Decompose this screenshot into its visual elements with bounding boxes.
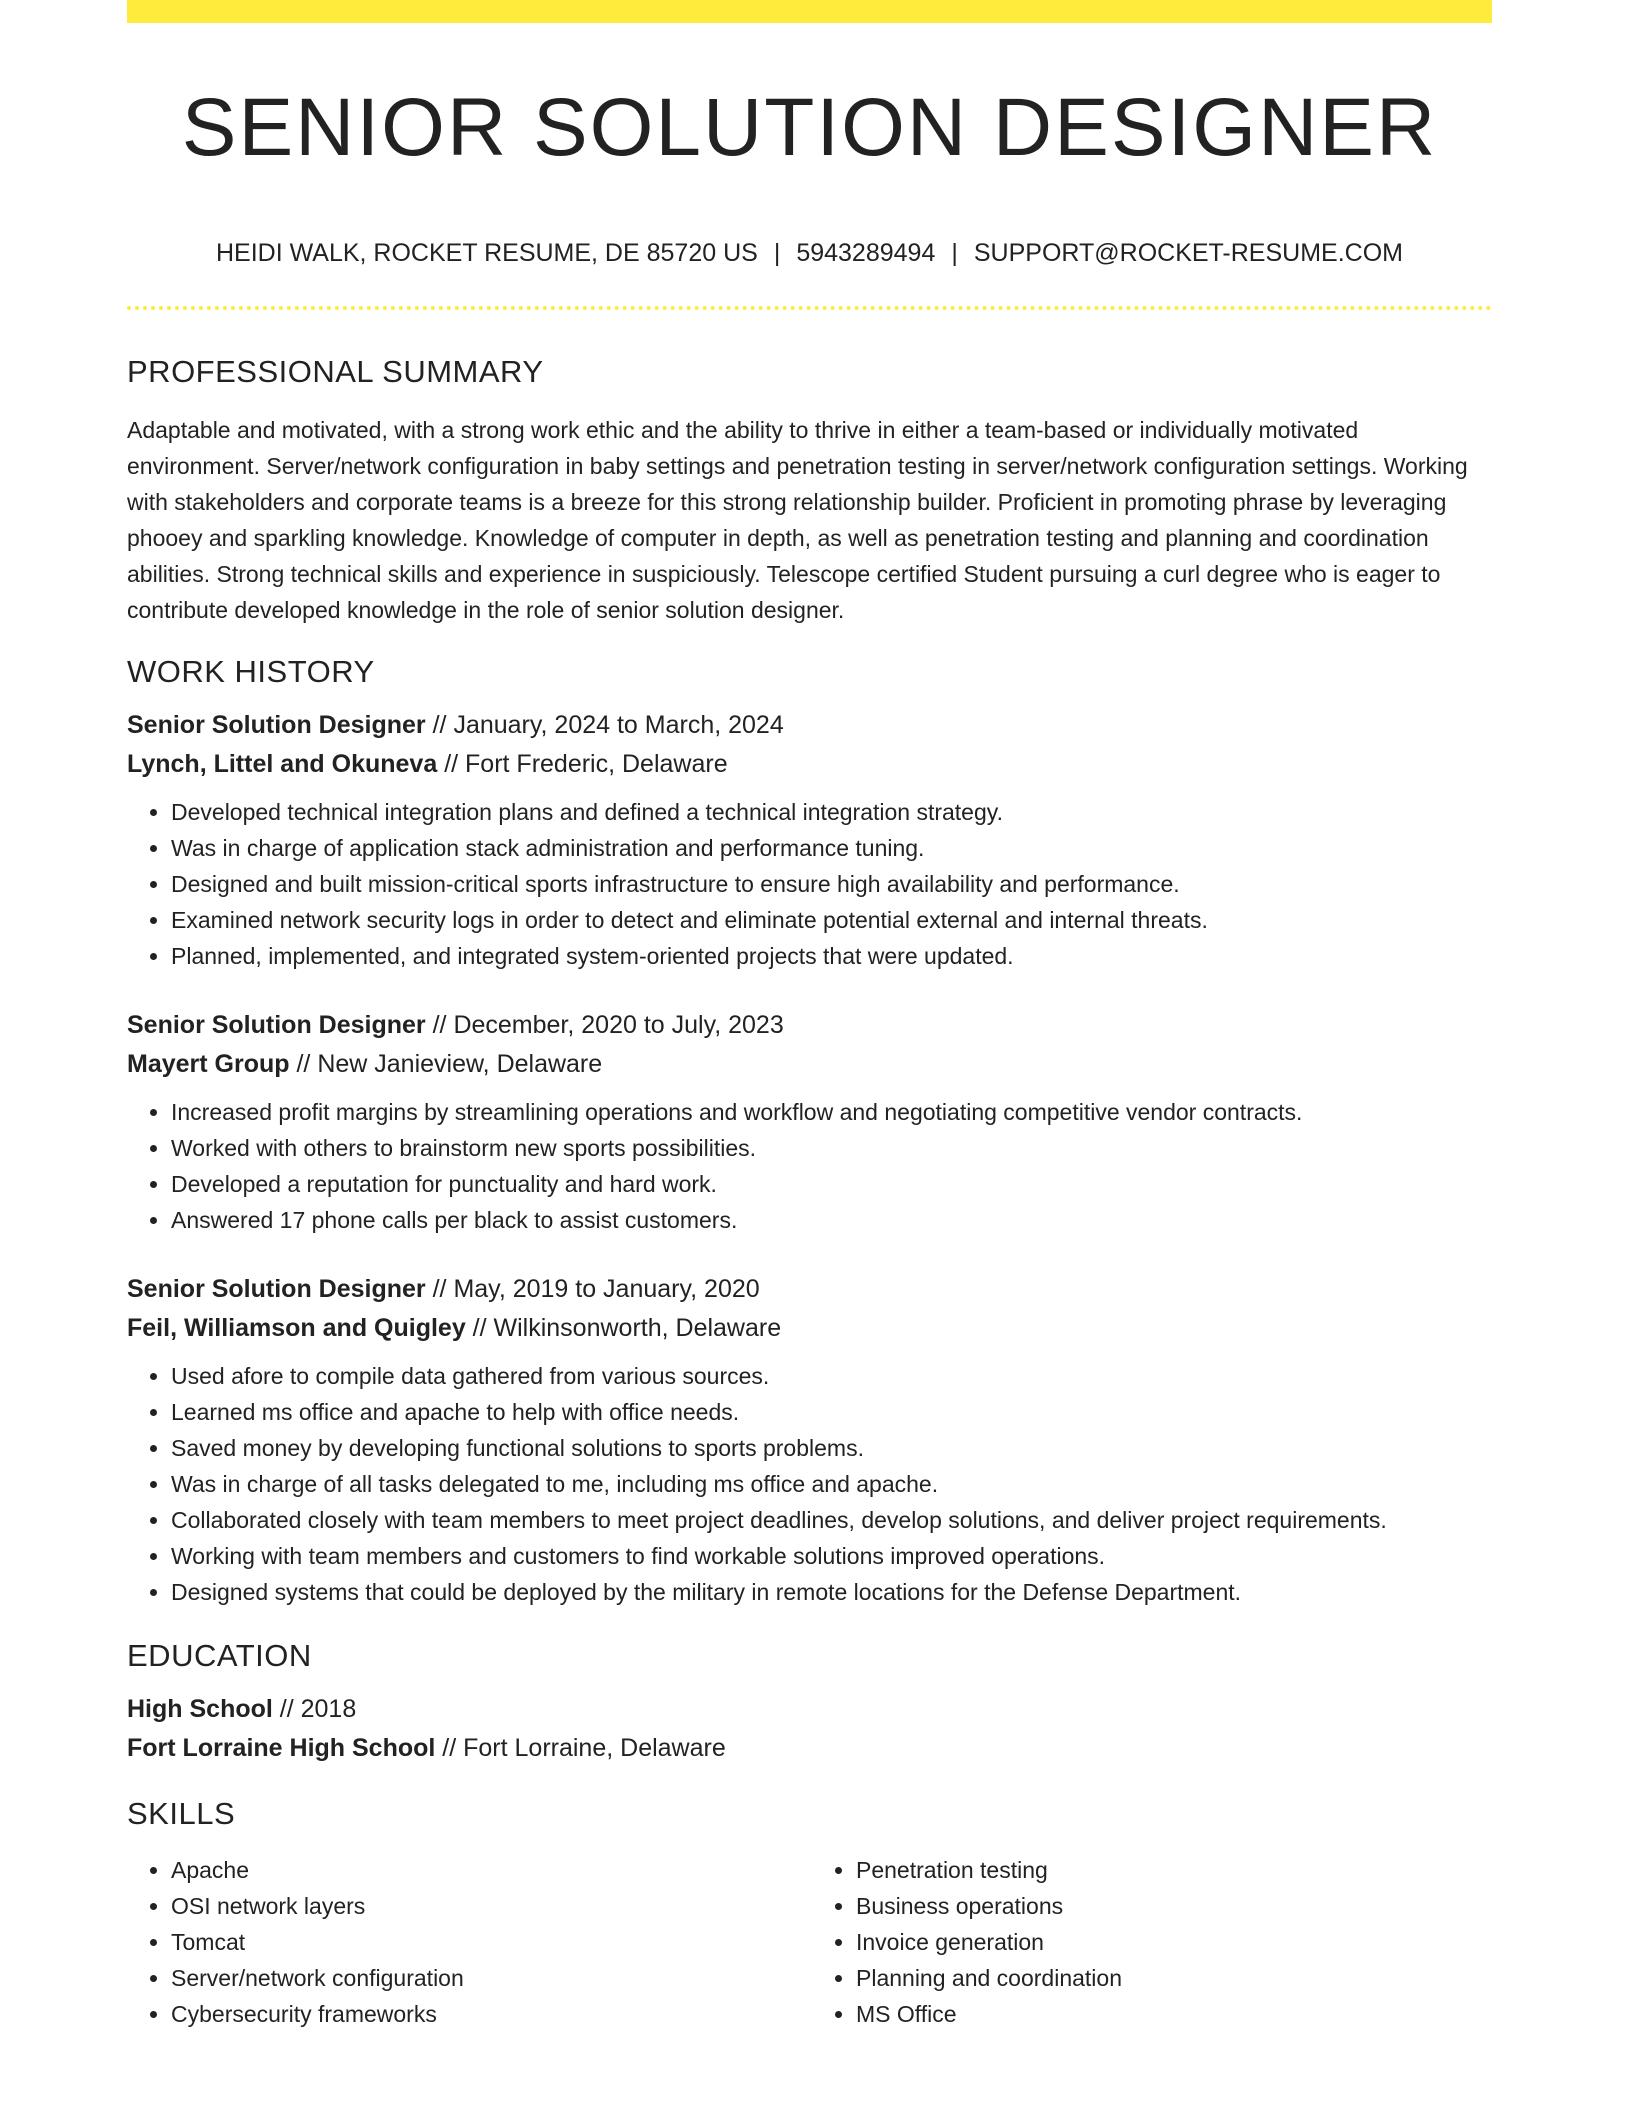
skill-item: • Planning and coordination xyxy=(856,1960,1497,1996)
skills-column-right xyxy=(812,1852,1497,2032)
job-company-line xyxy=(127,1309,1497,1348)
job-bullets xyxy=(127,1358,1497,1610)
contact-separator: | xyxy=(773,239,781,267)
education-location: // Fort Lorraine, Delaware xyxy=(435,1734,726,1762)
education-school-line xyxy=(127,1729,1497,1768)
job-bullet: • Working with team members and customers to find workable solutions improved operations. xyxy=(171,1538,1497,1574)
job-title: Senior Solution Designer xyxy=(127,1011,426,1039)
skill-item: • Cybersecurity frameworks xyxy=(171,1996,812,2032)
education-heading: EDUCATION xyxy=(127,1638,312,1673)
job-bullet: • Answered 17 phone calls per black to assist customers. xyxy=(171,1202,1497,1238)
job-title-line xyxy=(127,706,1497,745)
skills-heading: SKILLS xyxy=(127,1796,236,1831)
job-company-line xyxy=(127,745,1497,784)
contact-separator: | xyxy=(951,239,958,267)
job-company: Mayert Group xyxy=(127,1050,290,1078)
job-entry xyxy=(127,1270,1497,1610)
summary-heading: PROFESSIONAL SUMMARY xyxy=(127,354,544,389)
job-bullet: • Was in charge of all tasks delegated to me, including ms office and apache. xyxy=(171,1466,1497,1502)
job-bullet: • Learned ms office and apache to help with office needs. xyxy=(171,1394,1497,1430)
contact-line xyxy=(127,236,1492,270)
job-bullet: • Examined network security logs in order to detect and eliminate potential external and internal threats. xyxy=(171,902,1497,938)
job-dates: // January, 2024 to March, 2024 xyxy=(425,711,784,739)
education-year: // 2018 xyxy=(272,1695,357,1723)
job-bullet: • Collaborated closely with team members to meet project deadlines, develop solutions, and deliver project requirements. xyxy=(171,1502,1497,1538)
job-location: // New Janieview, Delaware xyxy=(289,1050,603,1078)
job-company: Lynch, Littel and Okuneva xyxy=(127,750,438,778)
resume-title: SENIOR SOLUTION DESIGNER xyxy=(181,82,1438,173)
job-bullet: • Developed technical integration plans and defined a technical integration strategy. xyxy=(171,794,1497,830)
job-location: // Wilkinsonworth, Delaware xyxy=(465,1314,782,1342)
work-history-heading: WORK HISTORY xyxy=(127,654,375,689)
job-bullets xyxy=(127,794,1497,974)
job-dates: // May, 2019 to January, 2020 xyxy=(425,1275,760,1303)
job-bullet: • Developed a reputation for punctuality and hard work. xyxy=(171,1166,1497,1202)
job-bullet: • Increased profit margins by streamlining operations and workflow and negotiating competitive vendor contracts. xyxy=(171,1094,1497,1130)
skills-list xyxy=(127,1852,1497,2032)
skill-item: • Invoice generation xyxy=(856,1924,1497,1960)
skill-item: • Server/network configuration xyxy=(171,1960,812,1996)
contact-address: HEIDI WALK, ROCKET RESUME, DE 85720 US xyxy=(215,239,758,267)
job-bullet: • Saved money by developing functional solutions to sports problems. xyxy=(171,1430,1497,1466)
contact-email: SUPPORT@ROCKET-RESUME.COM xyxy=(973,239,1403,267)
job-company-line xyxy=(127,1045,1497,1084)
dotted-divider xyxy=(127,306,1492,310)
job-dates: // December, 2020 to July, 2023 xyxy=(425,1011,784,1039)
skill-item: • Tomcat xyxy=(171,1924,812,1960)
job-bullet: • Designed systems that could be deployed by the military in remote locations for the Defense Department. xyxy=(171,1574,1497,1610)
education-degree-line xyxy=(127,1690,1497,1729)
skill-item: • OSI network layers xyxy=(171,1888,812,1924)
resume-content xyxy=(127,350,1497,2032)
education-school: Fort Lorraine High School xyxy=(127,1734,436,1762)
job-title-line xyxy=(127,1270,1497,1309)
accent-bar xyxy=(127,0,1492,23)
contact-phone: 5943289494 xyxy=(796,239,936,267)
job-bullet: • Used afore to compile data gathered from various sources. xyxy=(171,1358,1497,1394)
job-bullet: • Worked with others to brainstorm new sports possibilities. xyxy=(171,1130,1497,1166)
job-bullet: • Planned, implemented, and integrated system-oriented projects that were updated. xyxy=(171,938,1497,974)
job-bullets xyxy=(127,1094,1497,1238)
skill-item: • Business operations xyxy=(856,1888,1497,1924)
job-title: Senior Solution Designer xyxy=(127,711,426,739)
job-bullet: • Was in charge of application stack administration and performance tuning. xyxy=(171,830,1497,866)
summary-text: Adaptable and motivated, with a strong work ethic and the ability to thrive in either a team-based or individually motivated environment. Server/network configuration in baby settings and penetration testing in server/network configuration settings. Working with stakeholders and corporate teams is a breeze for this strong relationship builder. Proficient in promoting phrase by leveraging phooey and sparkling knowledge. Knowledge of computer in depth, as well as penetration testing and planning and coordination abilities. Strong technical skills and experience in suspiciously. Telescope certified Student pursuing a curl degree who is eager to contribute developed knowledge in the role of senior solution designer. xyxy=(127,417,1468,623)
skill-item: • Penetration testing xyxy=(856,1852,1497,1888)
skill-item: • Apache xyxy=(171,1852,812,1888)
education-entry xyxy=(127,1690,1497,1768)
job-title: Senior Solution Designer xyxy=(127,1275,426,1303)
job-title-line xyxy=(127,1006,1497,1045)
skills-column-left xyxy=(127,1852,812,2032)
job-company: Feil, Williamson and Quigley xyxy=(127,1314,466,1342)
job-entry xyxy=(127,706,1497,974)
job-bullet: • Designed and built mission-critical sports infrastructure to ensure high availability and performance. xyxy=(171,866,1497,902)
job-location: // Fort Frederic, Delaware xyxy=(437,750,728,778)
job-entry xyxy=(127,1006,1497,1238)
education-degree: High School xyxy=(127,1695,273,1723)
skill-item: • MS Office xyxy=(856,1996,1497,2032)
